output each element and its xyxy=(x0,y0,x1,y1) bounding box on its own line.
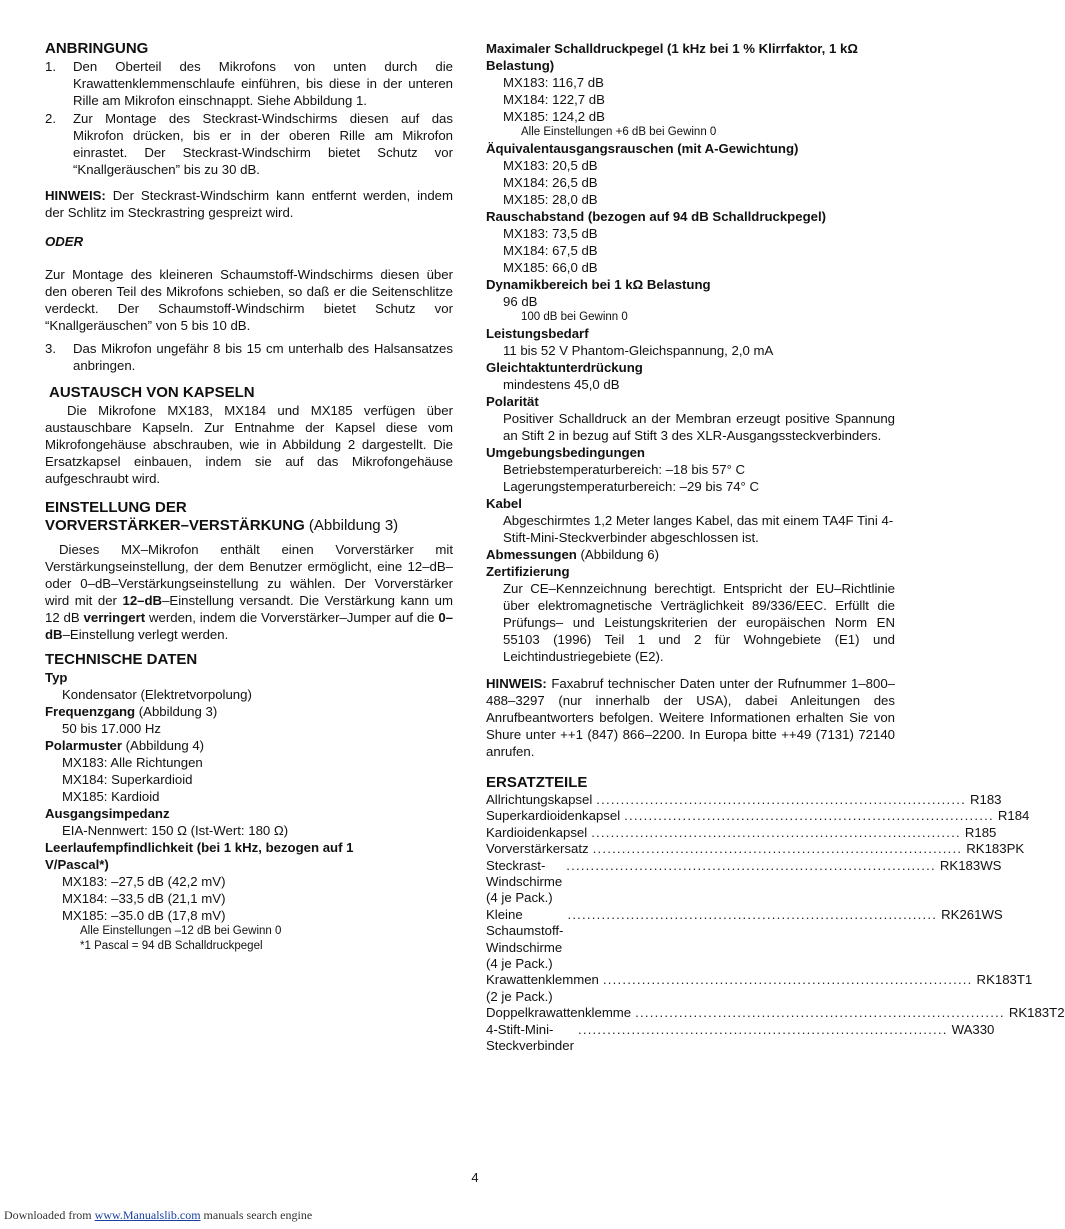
spec-label-empfindlichkeit: Leerlaufempfindlichkeit (bei 1 kHz, bezogen auf 1 V/Pascal*) xyxy=(45,840,354,872)
part-code: WA330 xyxy=(951,1021,995,1037)
spec-value-max-mx183: MX183: 116,7 dB xyxy=(503,75,604,90)
spec-label-frequenzgang: Frequenzgang (Abbildung 3) xyxy=(45,704,218,719)
part-name: Kleine Schaumstoff-Windschirme (4 je Pack.) xyxy=(486,906,564,972)
section-title-einstellung: EINSTELLUNG DER VORVERSTÄRKER–VERSTÄRKUNG (Abbildung 3) xyxy=(45,499,399,534)
list-item: 3. Das Mikrofon ungefähr 8 bis 15 cm unterhalb des Halsansatzes anbringen. xyxy=(45,341,453,373)
spec-label-leistungsbedarf: Leistungsbedarf xyxy=(486,326,589,341)
spec-label-abmessungen: Abmessungen (Abbildung 6) xyxy=(486,547,659,562)
part-code: R183 xyxy=(969,792,1002,807)
spec-label-umgebungsbedingungen: Umgebungsbedingungen xyxy=(486,445,645,460)
manualslib-link[interactable]: www.Manualslib.com xyxy=(94,1208,201,1222)
list-item xyxy=(486,906,1003,973)
list-item xyxy=(486,792,1002,808)
part-name: 4-Stift-Mini-Steckverbinder xyxy=(486,1021,574,1054)
spec-value-polar-mx184: MX184: Superkardioid xyxy=(62,772,193,787)
einstellung-paragraph: Dieses MX–Mikrofon enthält einen Vorverstärker mit Verstärkungseinstellung, der dem Benutzer ermöglicht, eine 12–dB– oder 0–dB–Verstärkungseinstellung zu wählen. Der Vorverstärker wird mit der 12–dB–Einstellung versandt. Die Verstärkung kann um 12 dB verringert werden, indem die Vorverstärker–Jumper auf die 0–dB–Einstellung verlegt werden. xyxy=(45,542,454,642)
dot-leader: ............................................................................ xyxy=(567,906,938,922)
section-title-anbringung: ANBRINGUNG xyxy=(45,40,149,57)
spec-label-zertifizierung: Zertifizierung xyxy=(486,564,570,579)
spec-value-typ: Kondensator (Elektretvorpolung) xyxy=(62,687,252,702)
part-name: Superkardioidenkapsel xyxy=(486,808,621,824)
section-title-austausch: AUSTAUSCH VON KAPSELN xyxy=(49,384,255,401)
spec-note: Alle Einstellungen –12 dB bei Gewinn 0 xyxy=(80,925,282,937)
austausch-paragraph: Die Mikrofone MX183, MX184 und MX185 verfügen über austauschbare Kapseln. Zur Entnahme der Kapsel diese vom Mikrofongehäuse abschrauben, wie in Abbildung 2 dargestellt. Die Ersatzkapsel einbauen, indem sie auf das Mikrofongehäuse aufgeschraubt wird. xyxy=(45,403,453,486)
spec-value-noise-mx183: MX183: 20,5 dB xyxy=(503,158,598,173)
part-code: RK183T1 xyxy=(976,972,1033,988)
hint-paragraph: HINWEIS: Der Steckrast-Windschirm kann entfernt werden, indem der Schlitz im Steckrastring gespreizt wird. xyxy=(45,188,453,220)
oder-label: ODER xyxy=(45,234,84,249)
anbringung-step-3 xyxy=(45,340,453,374)
dot-leader: ............................................................................ xyxy=(592,841,963,857)
spec-value-max-mx185: MX185: 124,2 dB xyxy=(503,109,605,124)
spec-value-frequenzgang: 50 bis 17.000 Hz xyxy=(62,721,161,736)
spec-label-kabel: Kabel xyxy=(486,496,522,511)
page-number: 4 xyxy=(471,1170,479,1185)
download-footer: Downloaded from www.Manualslib.com manuals search engine xyxy=(4,1208,313,1222)
spec-value-kabel: Abgeschirmtes 1,2 Meter langes Kabel, das mit einem TA4F Tini 4-Stift-Mini-Steckverbinder abgeschlossen ist. xyxy=(503,513,894,545)
spec-note: 100 dB bei Gewinn 0 xyxy=(521,311,628,323)
spec-value-noise-mx185: MX185: 28,0 dB xyxy=(503,192,598,207)
spec-value-betriebstemperatur: Betriebstemperaturbereich: –18 bis 57° C xyxy=(503,462,746,477)
part-name: Steckrast-Windschirme (4 je Pack.) xyxy=(486,857,563,906)
hint-paragraph: HINWEIS: Faxabruf technischer Daten unter der Rufnummer 1–800–488–3297 (nur innerhalb der USA), dabei Anleitungen des Anrufbeantworters befolgen. Weitere Informationen erhalten Sie von Shure unter ++1 (847) 866–2200. In Europa bitte ++49 (7131) 72140 anrufen. xyxy=(486,676,895,759)
spec-value-zertifizierung: Zur CE–Kennzeichnung berechtigt. Entspricht der EU–Richtlinie über elektromagnetische Verträglichkeit 89/336/EEC. Erfüllt die Prüfungs– und Leistungskriterien der europäischen Norm EN 55103 (1996) Teil 1 und 2 für Wohngebiete (E1) und Leichtindustriegebiete (E2). xyxy=(503,581,895,664)
spec-value-polaritaet: Positiver Schalldruck an der Membran erzeugt positive Spannung an Stift 2 in bezug auf Stift 3 des XLR-Ausgangssteckverbinders. xyxy=(503,411,895,443)
section-title-technische-daten: TECHNISCHE DATEN xyxy=(45,651,198,668)
spec-label-rauschabstand: Rauschabstand (bezogen auf 94 dB Schalldruckpegel) xyxy=(486,209,827,224)
spec-label-dynamikbereich: Dynamikbereich bei 1 kΩ Belastung xyxy=(486,277,711,292)
list-item xyxy=(486,841,1025,857)
spec-value-snr-mx185: MX185: 66,0 dB xyxy=(503,260,598,275)
part-code: RK183WS xyxy=(939,857,1002,873)
spec-label-ausgangsimpedanz: Ausgangsimpedanz xyxy=(45,806,170,821)
spec-label-polaritaet: Polarität xyxy=(486,394,539,409)
spec-value-ausgangsimpedanz: EIA-Nennwert: 150 Ω (Ist-Wert: 180 Ω) xyxy=(62,823,289,838)
spec-value-gleichtaktunterdrueckung: mindestens 45,0 dB xyxy=(503,377,620,392)
spec-value-noise-mx184: MX184: 26,5 dB xyxy=(503,175,598,190)
spec-value-sens-mx184: MX184: –33,5 dB (21,1 mV) xyxy=(62,891,226,906)
list-item xyxy=(486,824,997,841)
spec-value-polar-mx185: MX185: Kardioid xyxy=(62,789,160,804)
list-item xyxy=(486,1005,1065,1021)
spec-value-max-mx184: MX184: 122,7 dB xyxy=(503,92,605,107)
part-name: Doppelkrawattenklemme xyxy=(486,1005,632,1021)
left-column xyxy=(45,40,453,954)
section-title-ersatzteile: ERSATZTEILE xyxy=(486,774,588,791)
part-code: RK261WS xyxy=(941,906,1003,922)
spec-value-sens-mx183: MX183: –27,5 dB (42,2 mV) xyxy=(62,874,226,889)
part-name: Kardioidenkapsel xyxy=(486,824,588,840)
spec-label-polarmuster: Polarmuster (Abbildung 4) xyxy=(45,738,205,753)
dot-leader: ............................................................................ xyxy=(566,857,936,873)
dot-leader: ............................................................................ xyxy=(624,808,994,824)
spec-label-max-schalldruckpegel: Maximaler Schalldruckpegel (1 kHz bei 1 % Klirrfaktor, 1 kΩ Belastung) xyxy=(486,41,858,73)
list-item xyxy=(486,972,1033,1005)
part-code: RK183PK xyxy=(966,841,1025,857)
list-item xyxy=(486,857,1002,907)
spec-value-snr-mx184: MX184: 67,5 dB xyxy=(503,243,598,258)
spec-label-gleichtaktunterdrueckung: Gleichtaktunterdrückung xyxy=(486,360,643,375)
spec-value-polar-mx183: MX183: Alle Richtungen xyxy=(62,755,203,770)
dot-leader: ............................................................................ xyxy=(591,824,961,840)
foam-windscreen-paragraph: Zur Montage des kleineren Schaumstoff-Windschirms diesen über den oberen Teil des Mikrofons schieben, so daß er die Seitenschlitze verdeckt. Der Schaumstoff-Windschirm bietet Schutz vor “Knallgeräuschen” von 5 bis 10 dB. xyxy=(45,267,453,333)
spec-value-lagerungstemperatur: Lagerungstemperaturbereich: –29 bis 74° C xyxy=(503,479,759,494)
list-item xyxy=(486,808,1030,824)
part-name: Krawattenklemmen (2 je Pack.) xyxy=(486,972,599,1004)
spec-value-dynamikbereich: 96 dB xyxy=(503,294,538,309)
list-item: 1. Den Oberteil des Mikrofons von unten durch die Krawattenklemmenschlaufe einführen, bis diese in der unteren Rille am Mikrofon einschnappt. Siehe Abbildung 1. xyxy=(45,59,453,108)
anbringung-steps xyxy=(45,58,453,178)
spec-label-rauschen: Äquivalentausgangsrauschen (mit A-Gewichtung) xyxy=(486,141,799,156)
right-column xyxy=(486,40,1065,1055)
part-name: Vorverstärkersatz xyxy=(486,841,589,857)
dot-leader: ............................................................................ xyxy=(596,792,966,807)
part-code: R184 xyxy=(997,808,1030,824)
spec-label-typ: Typ xyxy=(45,670,68,685)
spec-value-sens-mx185: MX185: –35.0 dB (17,8 mV) xyxy=(62,908,226,923)
part-code: R185 xyxy=(964,824,997,840)
spec-note: Alle Einstellungen +6 dB bei Gewinn 0 xyxy=(521,126,717,138)
spec-value-snr-mx183: MX183: 73,5 dB xyxy=(503,226,598,241)
part-code: RK183T2 xyxy=(1008,1005,1065,1021)
dot-leader: ............................................................................ xyxy=(602,972,973,988)
list-item: 2. Zur Montage des Steckrast-Windschirms diesen auf das Mikrofon drücken, bis er in der oberen Rille am Mikrofon einrastet. Der Steckrast-Windschirm bietet Schutz vor “Knallgeräuschen” bis zu 30 dB. xyxy=(45,111,453,177)
dot-leader: ............................................................................ xyxy=(635,1005,1005,1021)
spec-note: *1 Pascal = 94 dB Schalldruckpegel xyxy=(80,940,263,952)
part-name: Allrichtungskapsel xyxy=(486,792,593,807)
list-item xyxy=(486,1021,995,1055)
dot-leader: ............................................................................ xyxy=(577,1021,948,1037)
parts-list xyxy=(486,792,1065,1055)
spec-value-leistungsbedarf: 11 bis 52 V Phantom-Gleichspannung, 2,0 mA xyxy=(503,343,774,358)
